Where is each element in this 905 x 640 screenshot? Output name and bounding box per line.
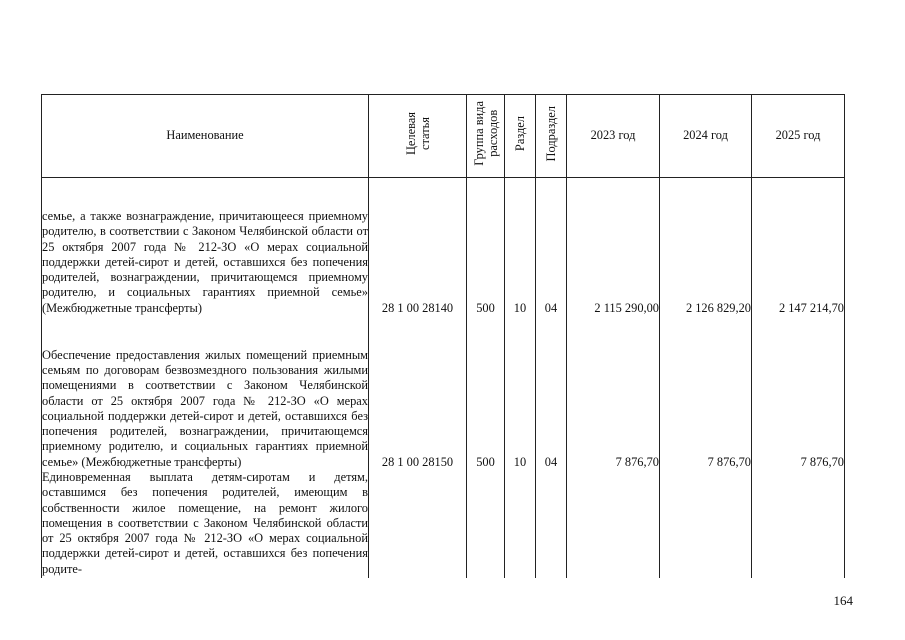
row-target-article: 28 1 00 28140 — [369, 178, 467, 317]
row-amount-2023 — [567, 470, 660, 578]
table-header-row — [42, 95, 845, 178]
header-section-text: Раздел — [513, 116, 527, 152]
row-subsection: 04 — [536, 316, 567, 470]
row-target-article: 28 1 00 28150 — [369, 316, 467, 470]
page-number: 164 — [833, 593, 853, 608]
header-name: Наименование — [42, 95, 369, 178]
row-target-article — [369, 470, 467, 578]
row-subsection: 04 — [536, 178, 567, 317]
row-subsection — [536, 470, 567, 578]
header-target-article — [369, 95, 467, 178]
header-2025: 2025 год — [752, 95, 845, 178]
row-expense-group: 500 — [467, 178, 505, 317]
row-amount-2025 — [752, 470, 845, 578]
row-amount-2023: 7 876,70 — [567, 316, 660, 470]
row-amount-2024: 2 126 829,20 — [660, 178, 752, 317]
table-row — [42, 316, 845, 470]
header-expense-group — [467, 95, 505, 178]
table-row — [42, 178, 845, 317]
row-name: семье, а также вознаграждение, причитающееся приемному родителю, в соответствии с Законом Челябинской области от 25 октября 2007 года № 212-ЗО «О мерах социальной поддержки детей-сирот и детей, оставшихся без попечения родителей, вознаграждении, причитающемся приемному родителю, и социальных гарантиях приемной семье» (Межбюджетные трансферты) — [42, 178, 369, 317]
row-amount-2025: 2 147 214,70 — [752, 178, 845, 317]
row-amount-2024 — [660, 470, 752, 578]
row-section: 10 — [505, 316, 536, 470]
table-row — [42, 470, 845, 578]
row-amount-2024: 7 876,70 — [660, 316, 752, 470]
row-expense-group: 500 — [467, 316, 505, 470]
row-name: Единовременная выплата детям-сиротам и детям, оставшимся без попечения родителей, имеющим в собственности жилое помещение, на ремонт жилого помещения в соответствии с Законом Челябинской области от 25 октября 2007 года № 212-ЗО «О мерах социальной поддержки детей-сирот и детей, оставшихся без попечения родите- — [42, 470, 369, 578]
header-2023: 2023 год — [567, 95, 660, 178]
row-name: Обеспечение предоставления жилых помещений приемным семьям по договорам безвозмездного пользования жилыми помещениями в соответствии с Законом Челябинской области от 25 октября 2007 года № 212-ЗО «О мерах социальной поддержки детей-сирот и детей, оставшихся без попечения родителей, вознаграждении, причитающемся приемному родителю, и социальных гарантиях приемной семье» (Межбюджетные трансферты) — [42, 316, 369, 470]
header-subsection-text: Подраздел — [544, 106, 558, 162]
header-target-article-text: Целевая статья — [403, 112, 432, 156]
budget-table — [41, 94, 845, 578]
row-section: 10 — [505, 178, 536, 317]
header-section — [505, 95, 536, 178]
row-amount-2025: 7 876,70 — [752, 316, 845, 470]
row-expense-group — [467, 470, 505, 578]
header-expense-group-text: Группа вида расходов — [471, 101, 500, 167]
header-subsection — [536, 95, 567, 178]
row-amount-2023: 2 115 290,00 — [567, 178, 660, 317]
header-2024: 2024 год — [660, 95, 752, 178]
row-section — [505, 470, 536, 578]
